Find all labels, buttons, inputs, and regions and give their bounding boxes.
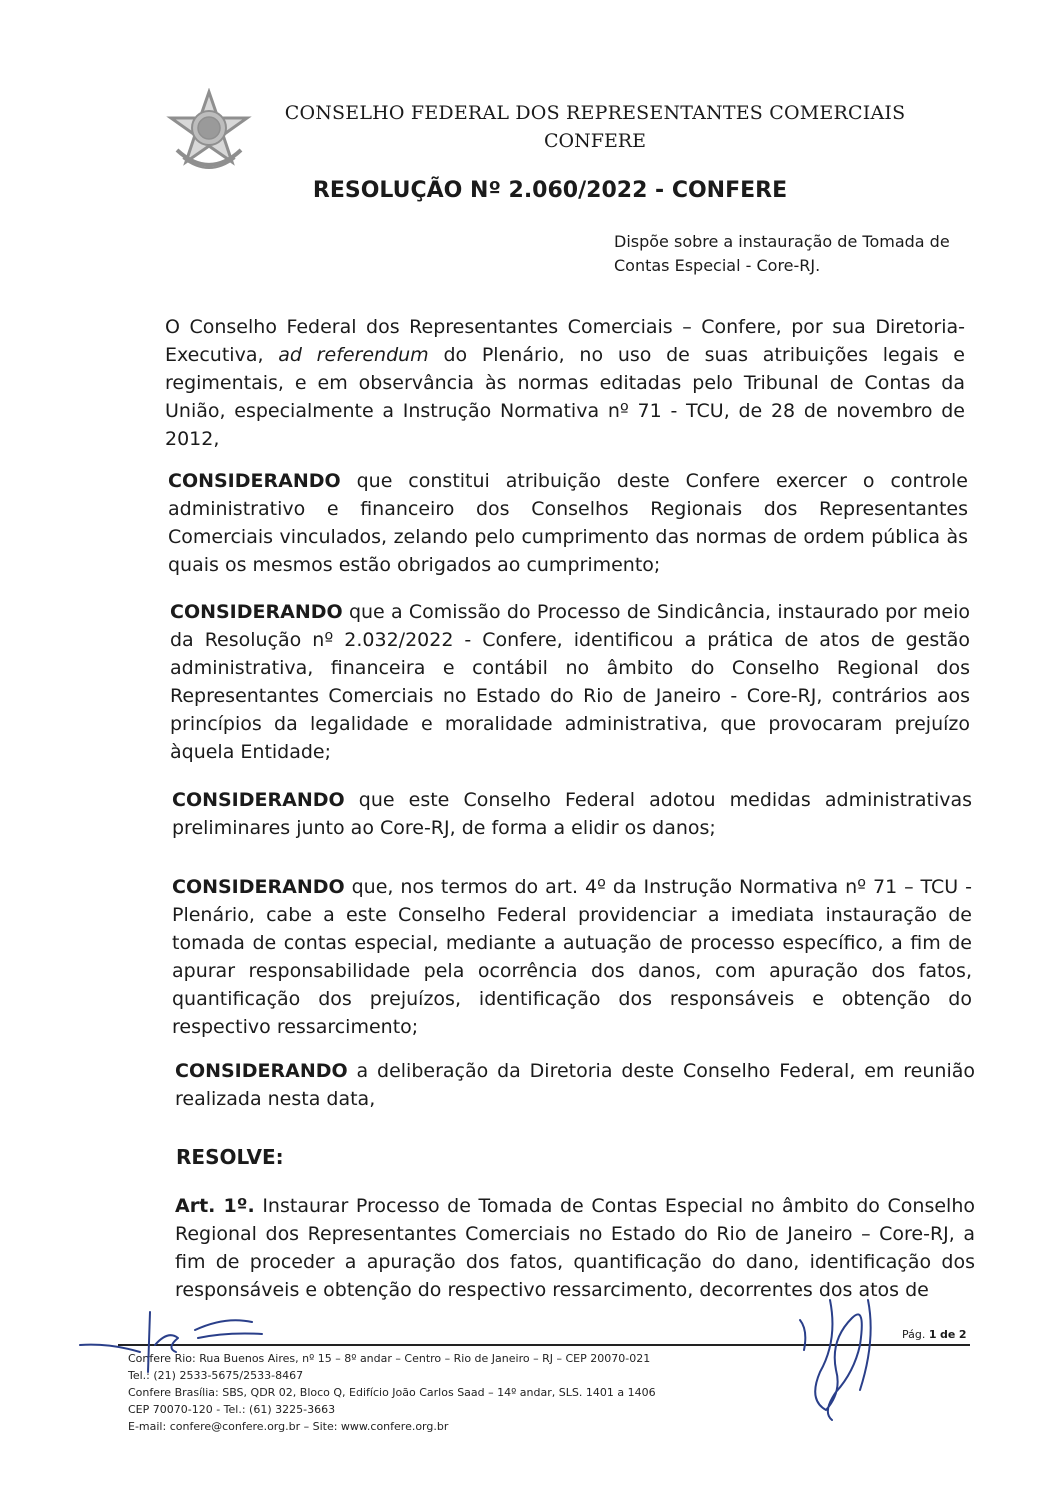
considerando-text: que, nos termos do art. 4º da Instrução Normativa nº 71 – TCU - Plenário, cabe a este Conselho Federal providenciar a imediata instauração de tomada de contas especial, mediante a autuação de processo específico, a fim de apurar responsabilidade pela ocorrência dos danos, com apuração dos fatos, quantificação dos prejuízos, identificação dos responsáveis e obtenção do respectivo ressarcimento; xyxy=(172,876,972,1038)
article-1-text: Instaurar Processo de Tomada de Contas Especial no âmbito do Conselho Regional dos Representantes Comerciais no Estado do Rio de Janeiro – Core-RJ, a fim de proceder a apuração dos fatos, quantificação do dano, identificação dos responsáveis e obtenção do respectivo ressarcimento, decorrentes dos atos de xyxy=(175,1195,975,1301)
considerando-label: CONSIDERANDO xyxy=(172,876,345,898)
page-label: Pág. xyxy=(902,1328,926,1341)
footer-line-5: E-mail: confere@confere.org.br – Site: www.confere.org.br xyxy=(128,1420,449,1433)
organization-name: CONSELHO FEDERAL DOS REPRESENTANTES COMERCIAIS xyxy=(284,102,906,124)
resolution-title: RESOLUÇÃO Nº 2.060/2022 - CONFERE xyxy=(312,178,788,203)
page-separator: de xyxy=(940,1328,956,1341)
considerando-text: que este Conselho Federal adotou medidas administrativas preliminares junto ao Core-RJ, de forma a elidir os danos; xyxy=(172,789,973,839)
considerando-label: CONSIDERANDO xyxy=(170,601,343,623)
considerando-text: a deliberação da Diretoria deste Conselho Federal, em reunião realizada nesta data, xyxy=(175,1060,975,1110)
considerando-label: CONSIDERANDO xyxy=(172,789,345,811)
brazil-coat-of-arms-icon xyxy=(165,88,253,176)
considerando-paragraph-5 xyxy=(175,1057,975,1113)
preamble-text-2: do Plenário, no uso de suas atribuições legais e regimentais, e em observância às normas editadas pelo Tribunal de Contas da União, especialmente a Instrução Normativa nº 71 - TCU, de 28 de novembro de 2012, xyxy=(165,344,965,450)
considerando-paragraph-3 xyxy=(172,786,972,842)
considerando-paragraph-2 xyxy=(170,598,970,766)
considerando-paragraph-1 xyxy=(168,467,968,579)
footer-line-2: Tel.: (21) 2533-5675/2533-8467 xyxy=(128,1369,304,1382)
considerando-paragraph-4 xyxy=(172,873,972,1041)
preamble-italic: ad referendum xyxy=(278,344,429,366)
preamble-text-1: O Conselho Federal dos Representantes Comerciais – Confere, por sua Diretoria-Executiva, xyxy=(165,316,965,366)
page-total: 2 xyxy=(958,1328,967,1341)
resolution-summary: Dispõe sobre a instauração de Tomada de Contas Especial - Core-RJ. xyxy=(614,232,950,275)
preamble-paragraph xyxy=(165,313,965,453)
right-signature-icon xyxy=(800,1300,871,1420)
resolve-heading: RESOLVE: xyxy=(176,1145,284,1169)
article-1-paragraph xyxy=(175,1192,975,1304)
footer-divider xyxy=(118,1344,970,1346)
footer-line-3: Confere Brasília: SBS, QDR 02, Bloco Q, Edifício João Carlos Saad – 14º andar, SLS. 1401 a 1406 xyxy=(128,1386,656,1399)
footer-line-4: CEP 70070-120 - Tel.: (61) 3225-3663 xyxy=(128,1403,336,1416)
page-current: 1 xyxy=(928,1328,937,1341)
article-1-label: Art. 1º. xyxy=(175,1195,255,1217)
organization-acronym: CONFERE xyxy=(544,130,646,152)
footer-line-1: Confere Rio: Rua Buenos Aires, nº 15 – 8º andar – Centro – Rio de Janeiro – RJ – CEP 20070-021 xyxy=(128,1352,651,1365)
considerando-text: que a Comissão do Processo de Sindicância, instaurado por meio da Resolução nº 2.032/2022 - Confere, identificou a prática de atos de gestão administrativa, financeira e contábil no âmbito do Conselho Regional dos Representantes Comerciais no Estado do Rio de Janeiro - Core-RJ, contrários aos princípios da legalidade e moralidade administrativa, que provocaram prejuízo àquela Entidade; xyxy=(170,601,970,763)
footer-address xyxy=(128,1350,728,1435)
considerando-label: CONSIDERANDO xyxy=(168,470,341,492)
considerando-text: que constitui atribuição deste Confere exercer o controle administrativo e financeiro dos Conselhos Regionais dos Representantes Comerciais vinculados, zelando pelo cumprimento das normas de ordem pública às quais os mesmos estão obrigados ao cumprimento; xyxy=(168,470,968,576)
considerando-label: CONSIDERANDO xyxy=(175,1060,348,1082)
page-number xyxy=(902,1328,967,1342)
